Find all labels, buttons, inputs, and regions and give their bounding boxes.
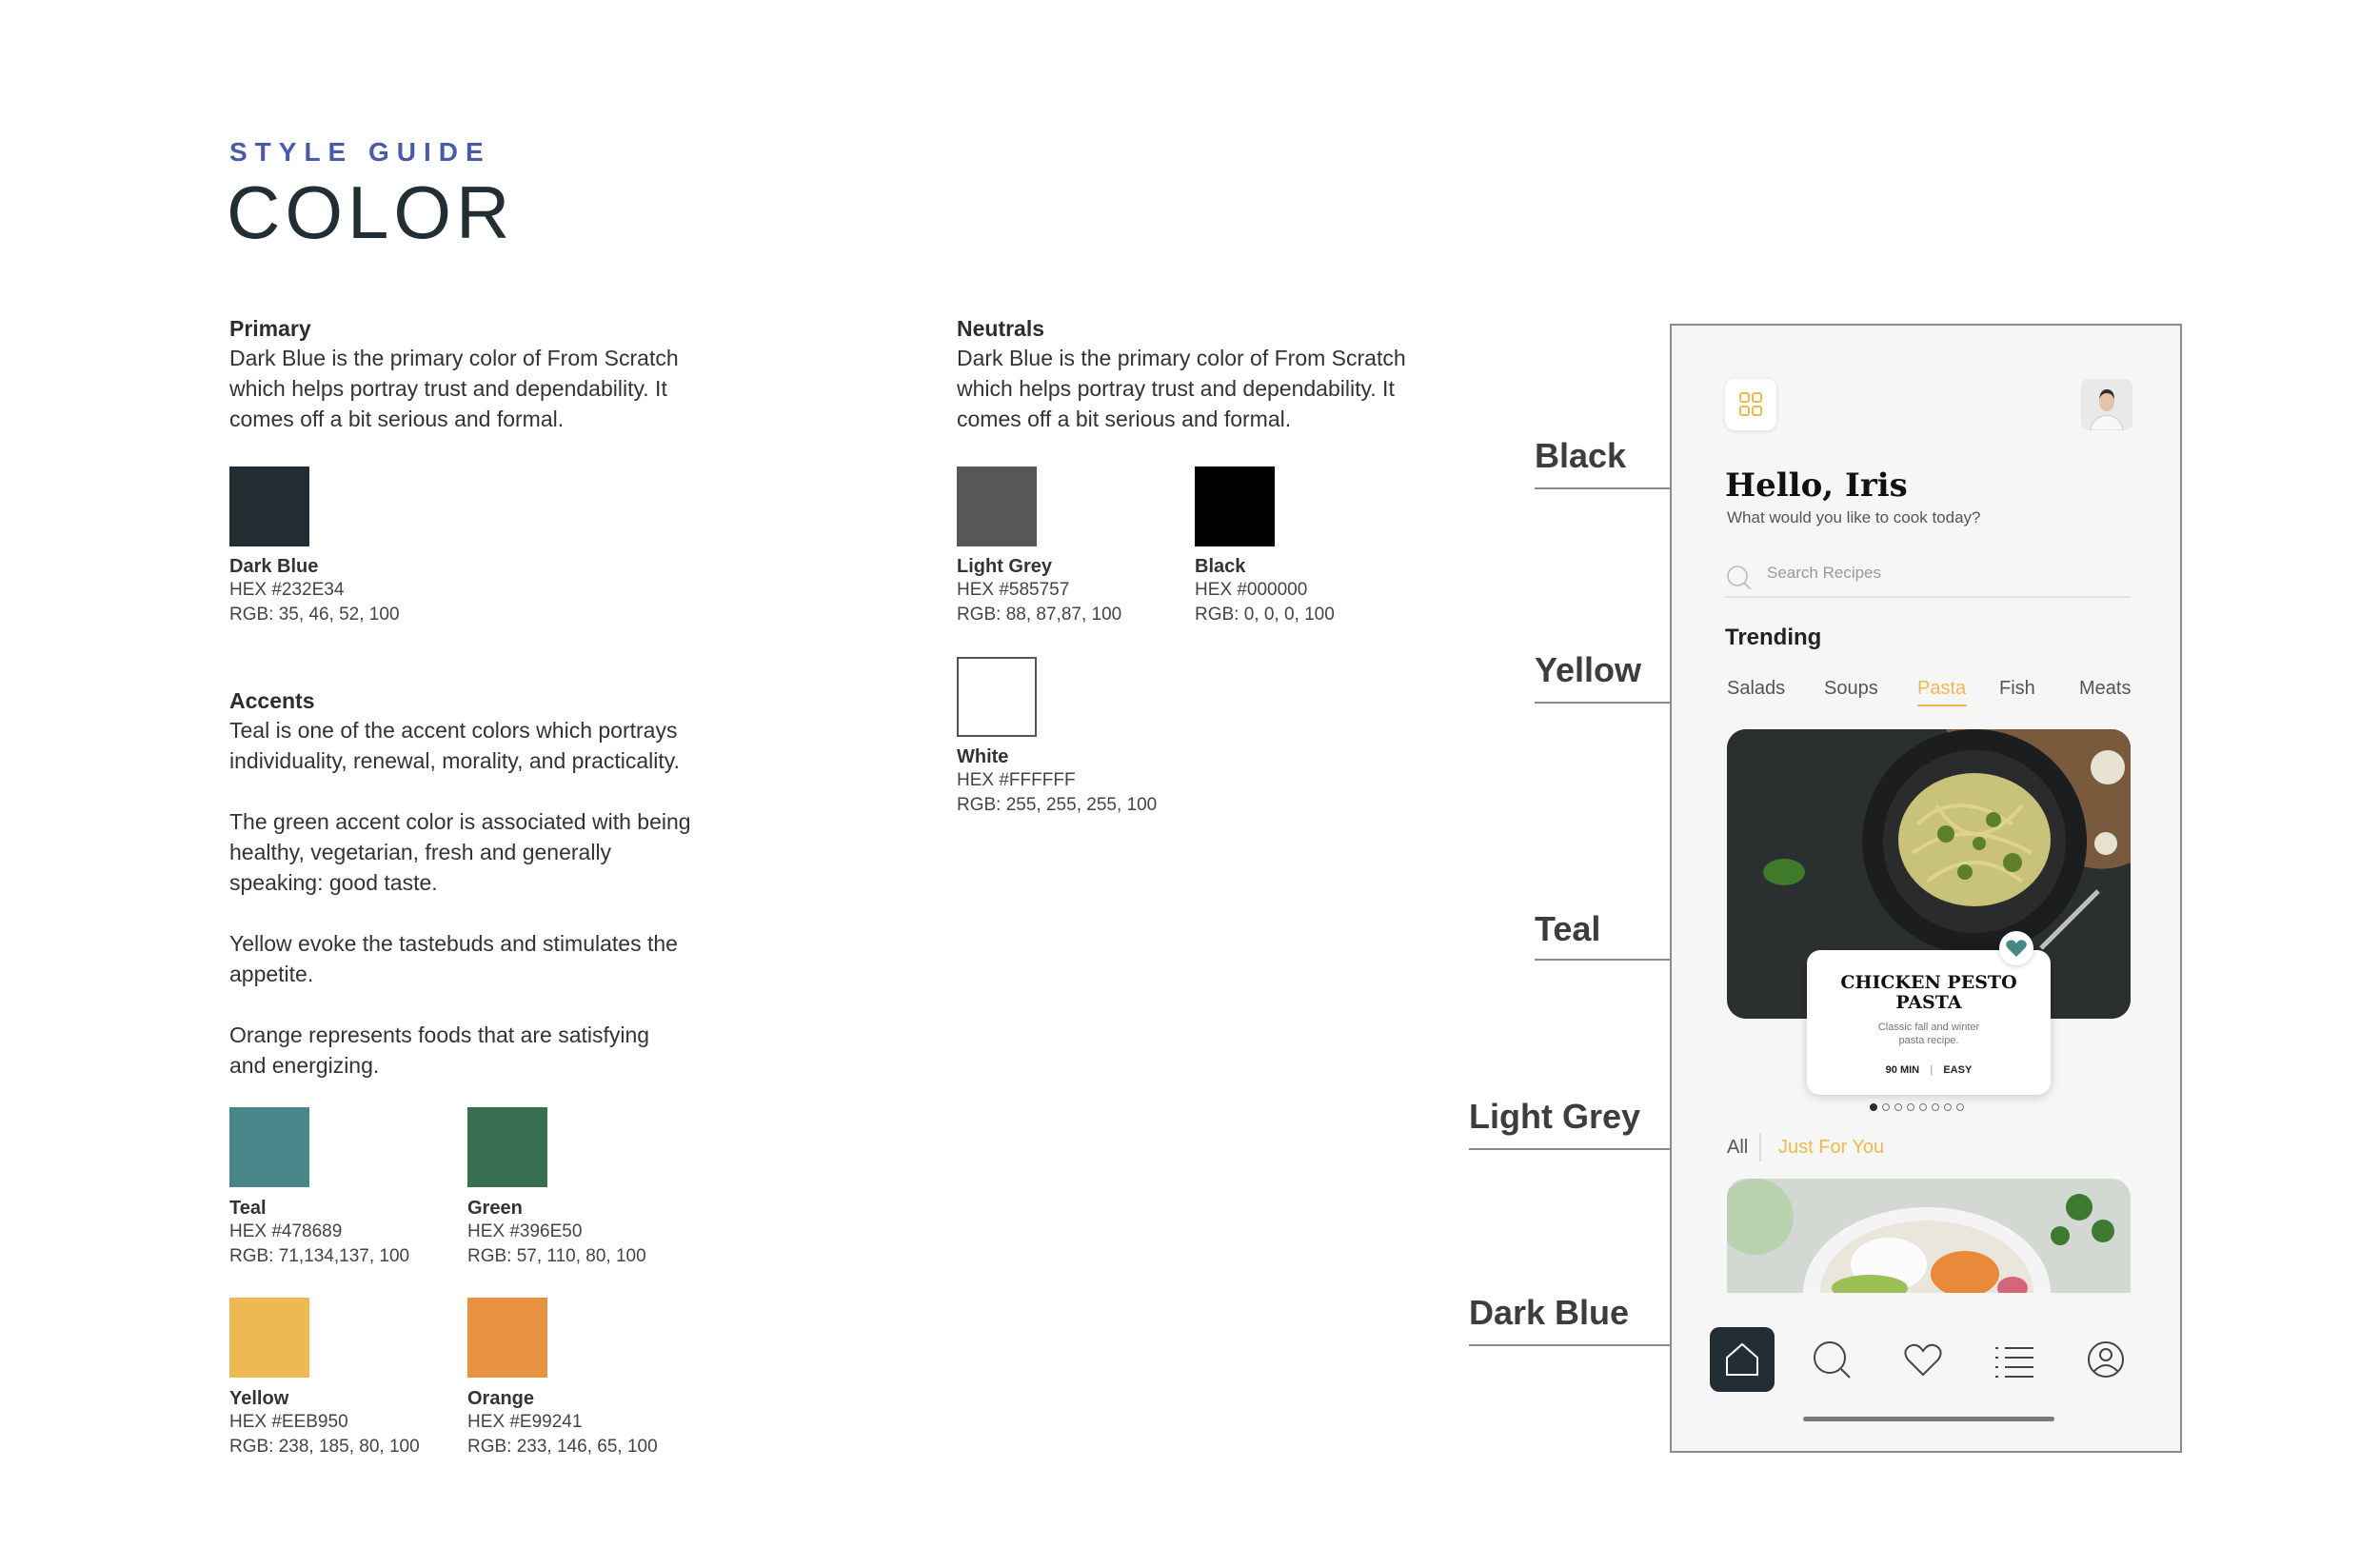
tab-meats[interactable]: Meats: [2079, 678, 2132, 699]
swatch-name: Dark Blue: [229, 556, 319, 577]
accents-line: healthy, vegetarian, fresh and generally: [229, 840, 612, 864]
tab-active-underline: [1917, 705, 1967, 706]
filter-all[interactable]: All: [1727, 1137, 1749, 1158]
swatch-hex: HEX #232E34: [229, 580, 345, 600]
accents-line: Teal is one of the accent colors which portrays: [229, 718, 678, 743]
carousel-dot[interactable]: [1907, 1103, 1914, 1111]
swatch-hex: HEX #000000: [1195, 580, 1308, 600]
accents-line: Yellow evoke the tastebuds and stimulates the: [229, 931, 678, 956]
search-icon: [1800, 1327, 1865, 1392]
app-mockup: [1670, 324, 2182, 1453]
callout-line: [1469, 1344, 1694, 1346]
swatch-hex: HEX #EEB950: [229, 1412, 348, 1432]
tab-fish[interactable]: Fish: [1999, 678, 2035, 699]
filter-just-for-you[interactable]: Just For You: [1778, 1137, 1885, 1158]
nav-favorites-button[interactable]: [1891, 1327, 1955, 1392]
home-indicator: [1803, 1417, 2054, 1421]
search-input[interactable]: [1725, 558, 2131, 598]
swatch-black: [1195, 466, 1275, 546]
swatch-hex: HEX #585757: [957, 580, 1070, 600]
accents-line: individuality, renewal, morality, and practicality.: [229, 748, 680, 773]
nav-profile-button[interactable]: [2073, 1327, 2138, 1392]
swatch-teal: [229, 1107, 309, 1187]
recipe-title: [1807, 973, 2051, 1013]
tab-salads[interactable]: Salads: [1727, 678, 1786, 699]
neutrals-desc-line: comes off a bit serious and formal.: [957, 407, 1292, 431]
accents-paragraph-green: [229, 806, 763, 898]
tab-pasta[interactable]: Pasta: [1917, 678, 1967, 699]
swatch-name: Orange: [467, 1388, 535, 1409]
carousel-dots[interactable]: [1870, 1099, 1969, 1116]
recipe-title-line: PASTA: [1895, 992, 1962, 1013]
callout-light-grey: Light Grey: [1469, 1097, 1641, 1136]
primary-desc-line: comes off a bit serious and formal.: [229, 407, 565, 431]
accents-paragraph-yellow: [229, 928, 763, 989]
accents-paragraph-orange: [229, 1020, 763, 1081]
bottom-nav: [1672, 1293, 2182, 1453]
primary-description: [229, 343, 763, 434]
swatch-rgb: RGB: 35, 46, 52, 100: [229, 605, 400, 625]
search-placeholder: Search Recipes: [1767, 564, 1882, 582]
home-icon: [1710, 1327, 1775, 1392]
page-title: COLOR: [227, 170, 515, 254]
neutrals-description: [957, 343, 1490, 434]
recipe-difficulty: EASY: [1943, 1064, 1973, 1076]
greeting-subtitle: What would you like to cook today?: [1727, 508, 1981, 526]
swatch-yellow: [229, 1298, 309, 1378]
recipe-title-line: CHICKEN PESTO: [1840, 972, 2017, 993]
swatch-info-yellow: [229, 1388, 420, 1459]
favorite-button[interactable]: [1999, 931, 2033, 965]
swatch-name: Yellow: [229, 1388, 289, 1409]
swatch-info-green: [467, 1198, 646, 1269]
grid-menu-icon: [1725, 379, 1776, 430]
greeting: Hello, Iris: [1725, 466, 1908, 505]
recipe-desc-line: pasta recipe.: [1898, 1035, 1959, 1046]
menu-button[interactable]: [1725, 379, 1776, 430]
swatch-green: [467, 1107, 547, 1187]
callout-yellow: Yellow: [1535, 650, 1642, 689]
swatch-hex: HEX #396E50: [467, 1221, 583, 1241]
swatch-info-white: [957, 746, 1157, 818]
swatch-name: Black: [1195, 556, 1246, 577]
nav-search-button[interactable]: [1800, 1327, 1865, 1392]
carousel-dot[interactable]: [1932, 1103, 1939, 1111]
primary-heading: Primary: [229, 316, 311, 341]
swatch-name: White: [957, 746, 1009, 767]
nav-home-button[interactable]: [1710, 1327, 1775, 1392]
style-guide-eyebrow: STYLE GUIDE: [229, 137, 491, 167]
accents-line: Orange represents foods that are satisfying: [229, 1022, 650, 1047]
swatch-rgb: RGB: 57, 110, 80, 100: [467, 1246, 646, 1266]
recipe-meta: [1807, 1064, 2051, 1076]
profile-icon: [2073, 1327, 2138, 1392]
swatch-info-black: [1195, 556, 1335, 627]
recipe-image-bowl[interactable]: [1727, 1179, 2131, 1295]
neutrals-desc-line: Dark Blue is the primary color of From Scratch: [957, 346, 1406, 370]
swatch-orange: [467, 1298, 547, 1378]
avatar[interactable]: [2081, 379, 2132, 430]
swatch-info-light-grey: [957, 556, 1121, 627]
recipe-description: [1807, 1021, 2051, 1047]
neutrals-desc-line: which helps portray trust and dependability. It: [957, 376, 1395, 401]
recipe-desc-line: Classic fall and winter: [1877, 1022, 1980, 1033]
user-photo: [2081, 379, 2132, 430]
swatch-rgb: RGB: 238, 185, 80, 100: [229, 1437, 420, 1457]
primary-desc-line: Dark Blue is the primary color of From Scratch: [229, 346, 679, 370]
carousel-dot[interactable]: [1919, 1103, 1927, 1111]
carousel-dot[interactable]: [1870, 1103, 1877, 1111]
callout-teal: Teal: [1535, 909, 1601, 948]
bowl-photo: [1727, 1179, 2131, 1295]
swatch-name: Teal: [229, 1198, 267, 1219]
search-icon: [1725, 564, 1754, 592]
swatch-rgb: RGB: 71,134,137, 100: [229, 1246, 410, 1266]
carousel-dot[interactable]: [1894, 1103, 1902, 1111]
heart-icon: [1891, 1327, 1955, 1392]
swatch-hex: HEX #E99241: [467, 1412, 583, 1432]
swatch-rgb: RGB: 0, 0, 0, 100: [1195, 605, 1335, 625]
accents-line: speaking: good taste.: [229, 870, 438, 895]
swatch-info-orange: [467, 1388, 658, 1459]
accents-heading: Accents: [229, 688, 315, 713]
callout-black: Black: [1535, 436, 1627, 475]
recipe-time: 90 MIN: [1885, 1064, 1920, 1076]
list-icon: [1982, 1327, 2047, 1392]
swatch-name: Green: [467, 1198, 523, 1219]
primary-desc-line: which helps portray trust and dependability. It: [229, 376, 667, 401]
heart-icon: [1999, 931, 2033, 965]
swatch-dark-blue: [229, 466, 309, 546]
accents-paragraph-teal: [229, 715, 763, 776]
recipe-card[interactable]: [1807, 950, 2051, 1095]
swatch-rgb: RGB: 233, 146, 65, 100: [467, 1437, 658, 1457]
swatch-info-teal: [229, 1198, 409, 1269]
swatch-white: [957, 657, 1037, 737]
meta-divider: |: [1930, 1064, 1934, 1076]
swatch-hex: HEX #FFFFFF: [957, 770, 1076, 790]
swatch-rgb: RGB: 255, 255, 255, 100: [957, 795, 1158, 815]
filter-divider: [1759, 1133, 1761, 1161]
trending-heading: Trending: [1725, 625, 1822, 650]
swatch-light-grey: [957, 466, 1037, 546]
accents-line: and energizing.: [229, 1053, 380, 1078]
swatch-info-dark-blue: [229, 556, 400, 627]
swatch-rgb: RGB: 88, 87,87, 100: [957, 605, 1122, 625]
accents-line: The green accent color is associated with being: [229, 809, 691, 834]
carousel-dot[interactable]: [1956, 1103, 1964, 1111]
nav-list-button[interactable]: [1982, 1327, 2047, 1392]
accents-line: appetite.: [229, 962, 314, 986]
carousel-dot[interactable]: [1944, 1103, 1952, 1111]
swatch-hex: HEX #478689: [229, 1221, 343, 1241]
swatch-name: Light Grey: [957, 556, 1053, 577]
tab-soups[interactable]: Soups: [1824, 678, 1878, 699]
callout-dark-blue: Dark Blue: [1469, 1293, 1630, 1332]
neutrals-heading: Neutrals: [957, 316, 1045, 341]
carousel-dot[interactable]: [1882, 1103, 1890, 1111]
